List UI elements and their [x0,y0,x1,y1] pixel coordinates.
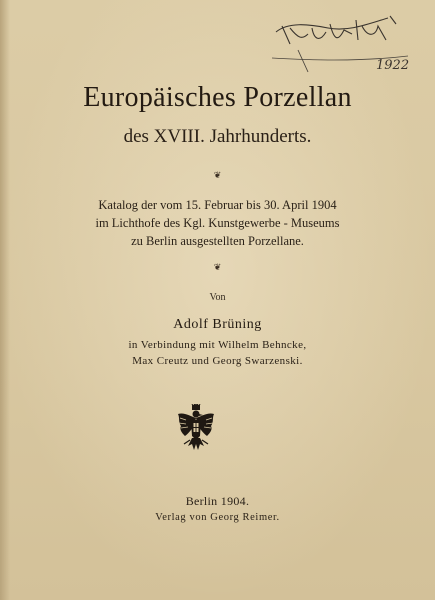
ornament-divider: ❦ [213,170,222,180]
collaborators [0,337,435,369]
catalog-line: Katalog der vom 15. Februar bis 30. April 1904 [98,198,337,212]
collaborator-line: Max Creutz und Georg Swarzenski. [132,355,303,367]
catalog-line: im Lichthofe des Kgl. Kunstgewerbe - Museums [95,216,340,230]
byline-von: Von [209,292,226,303]
collaborator-line: in Verbindung mit Wilhelm Behncke, [128,339,307,351]
catalog-line: zu Berlin ausgestellten Porzellane. [131,234,304,248]
ornament-divider: ❦ [213,262,222,272]
inscription-year: 1922 [376,58,410,73]
book-subtitle: des XVIII. Jahrhunderts. [123,126,312,147]
imprint-publisher: Verlag von Georg Reimer. [155,512,280,523]
prussian-eagle-icon [176,404,216,454]
author-name: Adolf Brüning [173,317,262,332]
book-title: Europäisches Porzellan [83,82,352,113]
imprint-place-year: Berlin 1904. [185,494,250,508]
catalog-description [0,196,435,250]
